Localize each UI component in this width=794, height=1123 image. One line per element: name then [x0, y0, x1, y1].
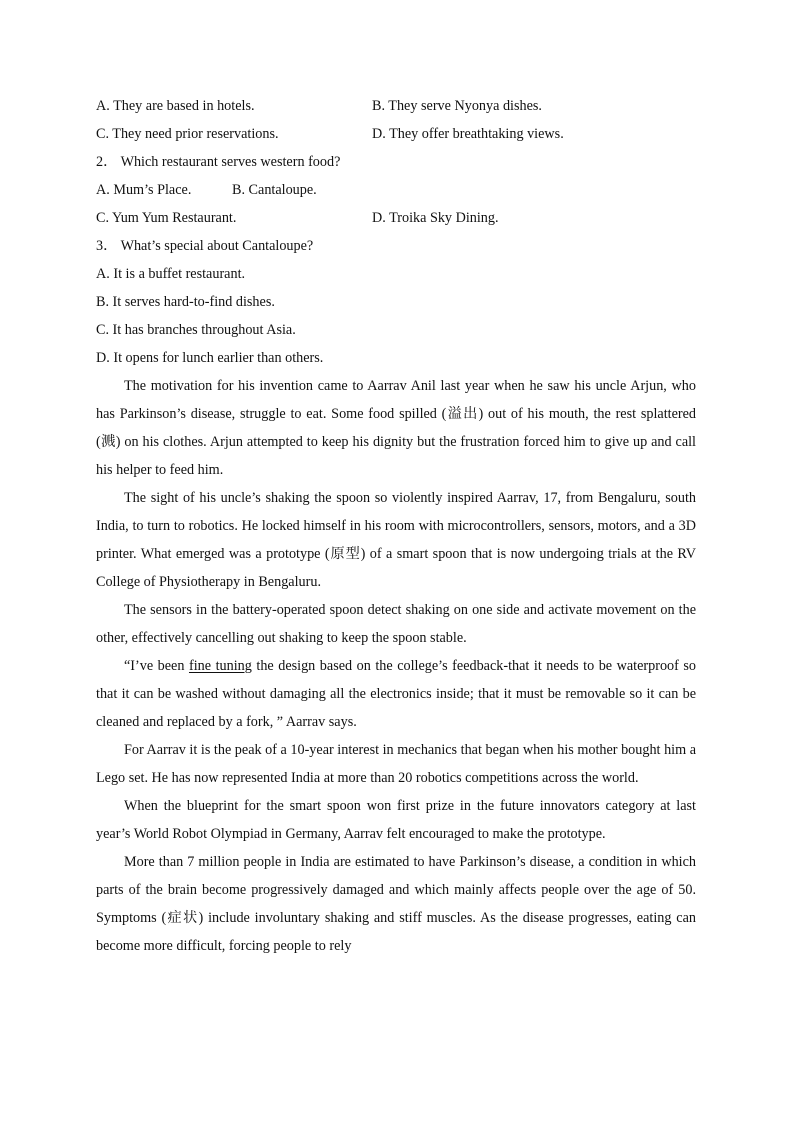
passage-paragraph-1: The motivation for his invention came to Aarrav Anil last year when he saw his uncle Arjun, who has Parkinson’s disease, struggle to eat. Some food spilled (溢出) out of his mouth, the rest splattered (溅) on his clothes. Arjun attempted to keep his dignity but the frustration forced him to give up and call his helper to feed him.	[96, 378, 696, 478]
document-page	[96, 92, 696, 960]
q1-options-row-1	[96, 92, 696, 120]
question-2-stem: 2． Which restaurant serves western food?	[96, 154, 341, 170]
quote-opening: “I’ve been	[124, 658, 189, 674]
quote-rest: the design based on the college’s feedback-that it needs to be waterproof so that it can be washed without damaging all the electronics inside; that it must be removable so it can be cleaned and replaced by a fork, ” Aarrav says.	[96, 658, 697, 730]
passage-paragraph-5: For Aarrav it is the peak of a 10-year interest in mechanics that began when his mother bought him a Lego set. He has now represented India at more than 20 robotics competitions across the world.	[96, 742, 696, 786]
q1-option-c: C. They need prior reservations.	[96, 126, 279, 142]
q1-option-a: A. They are based in hotels.	[96, 98, 255, 114]
underlined-phrase: fine tuning	[188, 658, 252, 674]
q3-option-b: B. It serves hard-to-find dishes.	[96, 294, 275, 310]
passage-paragraph-4	[96, 652, 696, 736]
q3-option-c: C. It has branches throughout Asia.	[96, 322, 296, 338]
q2-option-c: C. Yum Yum Restaurant.	[96, 210, 237, 226]
q2-option-b: B. Cantaloupe.	[232, 182, 317, 198]
q2-option-d: D. Troika Sky Dining.	[372, 210, 499, 226]
passage-paragraph-7: More than 7 million people in India are estimated to have Parkinson’s disease, a condition in which parts of the brain become progressively damaged and which mainly affects people over the age of 50. Symptoms (症状) include involuntary shaking and stiff muscles. As the disease progresses, eating can become more difficult, forcing people to rely	[96, 854, 696, 954]
q1-option-b: B. They serve Nyonya dishes.	[372, 98, 542, 114]
q1-option-d: D. They offer breathtaking views.	[372, 126, 564, 142]
q1-options-row-2	[96, 120, 696, 148]
q3-option-a: A. It is a buffet restaurant.	[96, 266, 246, 282]
q2-options-row-1	[96, 176, 696, 204]
q3-option-d: D. It opens for lunch earlier than others.	[96, 350, 324, 366]
passage-paragraph-6: When the blueprint for the smart spoon won first prize in the future innovators category at last year’s World Robot Olympiad in Germany, Aarrav felt encouraged to make the prototype.	[96, 798, 696, 842]
passage-paragraph-3: The sensors in the battery-operated spoon detect shaking on one side and activate movement on the other, effectively cancelling out shaking to keep the spoon stable.	[96, 602, 696, 646]
question-3-stem: 3． What’s special about Cantaloupe?	[96, 238, 314, 254]
q2-option-a: A. Mum’s Place.	[96, 182, 192, 198]
q2-options-row-2	[96, 204, 696, 232]
passage-paragraph-2: The sight of his uncle’s shaking the spoon so violently inspired Aarrav, 17, from Bengaluru, south India, to turn to robotics. He locked himself in his room with microcontrollers, sensors, motors, and a 3D printer. What emerged was a prototype (原型) of a smart spoon that is now undergoing trials at the RV College of Physiotherapy in Bengaluru.	[96, 490, 696, 590]
